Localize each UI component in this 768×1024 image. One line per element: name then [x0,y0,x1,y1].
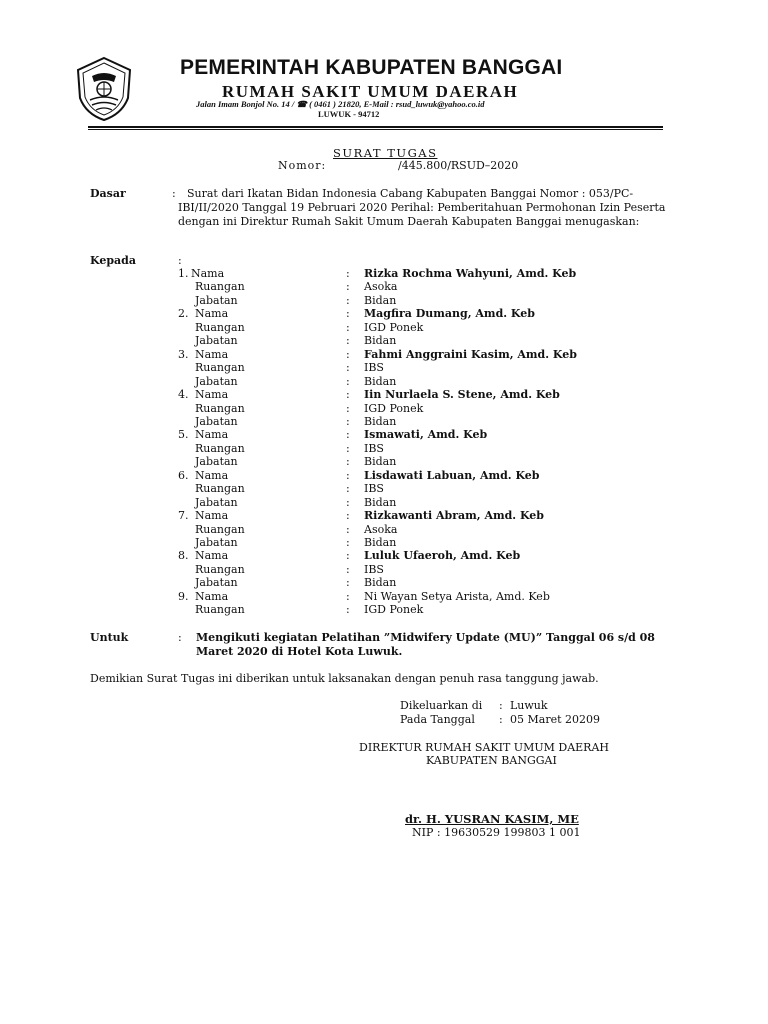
staff-5-jabatan-row [178,455,678,469]
jabatan-label: Jabatan [195,576,238,590]
field-separator: : [346,509,350,523]
jabatan-value: Bidan [364,334,397,348]
staff-7-jabatan-row [178,536,678,550]
issued-date: 05 Maret 20209 [510,713,600,726]
nama-label: Nama [195,388,229,402]
hospital-city: LUWUK - 94712 [318,109,380,119]
staff-6-jabatan-row [178,496,678,510]
staff-9-nama-row [178,590,678,604]
field-separator: : [346,361,350,375]
staff-number: 7. [178,509,189,523]
staff-4-ruangan-row [178,402,678,416]
jabatan-value: Bidan [364,455,397,469]
government-title: PEMERINTAH KABUPATEN BANGGAI [180,56,563,79]
field-separator: : [346,455,350,469]
nomor-label: Nomor: [278,159,327,172]
field-separator: : [346,267,350,280]
field-separator: : [346,428,350,442]
field-separator: : [346,468,350,482]
jabatan-value: Bidan [364,576,397,590]
jabatan-value: Bidan [364,414,397,428]
nama-label: Nama [195,307,229,321]
staff-2-ruangan-row [178,321,678,335]
jabatan-label: Jabatan [195,536,238,549]
ruangan-value: Asoka [364,522,398,536]
document-title: SURAT TUGAS [333,146,438,160]
field-separator: : [346,388,350,402]
jabatan-label: Jabatan [195,293,238,307]
jabatan-value: Bidan [364,374,397,388]
jabatan-value: Bidan [364,293,397,307]
field-separator: : [346,347,350,361]
issued-place: Luwuk [510,699,548,712]
field-separator: : [346,401,350,415]
ruangan-value: IGD Ponek [364,320,424,334]
untuk-label: Untuk [90,631,129,644]
field-separator: : [346,414,350,428]
dasar-label: Dasar [90,187,126,200]
ruangan-label: Ruangan [195,441,245,455]
kepada-colon: : [178,254,182,267]
issued-date-label: Pada Tanggal [400,713,475,726]
staff-4-jabatan-row [178,415,678,429]
staff-number: 4. [178,388,189,402]
field-separator: : [346,589,350,603]
field-separator: : [346,536,350,549]
field-separator: : [346,522,350,536]
staff-3-jabatan-row [178,375,678,389]
field-separator: : [346,307,350,321]
nama-value: Iin Nurlaela S. Stene, Amd. Keb [364,388,560,402]
staff-2-jabatan-row [178,334,678,348]
dasar-text: Surat dari Ikatan Bidan Indonesia Cabang Kabupaten Banggai Nomor : 053/PC-IBI/II/2020 Tanggal 19 Pebruari 2020 Perihal: Pemberitahuan Permohonan Izin Peserta dengan ini Direktur Rumah Sakit Umum Daerah Kabupaten Banggai menugaskan: [178,187,666,228]
jabatan-label: Jabatan [195,334,238,348]
staff-4-nama-row [178,388,678,402]
nama-value: Luluk Ufaeroh, Amd. Keb [364,549,521,563]
nama-value: Rizkawanti Abram, Amd. Keb [364,509,544,523]
staff-6-ruangan-row [178,482,678,496]
nama-value: Fahmi Anggraini Kasim, Amd. Keb [364,347,577,361]
nomor-value: /445.800/RSUD–2020 [398,159,519,172]
staff-number: 6. [178,468,189,482]
ruangan-value: IBS [364,441,384,455]
jabatan-label: Jabatan [195,374,238,388]
ruangan-value: IBS [364,562,384,576]
issued-place-sep: : [499,699,503,712]
nama-value: Ni Wayan Setya Arista, Amd. Keb [364,589,550,603]
nama-label: Nama [195,549,229,563]
staff-6-nama-row [178,469,678,483]
staff-7-nama-row [178,509,678,523]
field-separator: : [346,576,350,590]
ruangan-value: Asoka [364,280,398,294]
staff-5-ruangan-row [178,442,678,456]
field-separator: : [346,562,350,576]
nama-label: Nama [195,428,229,442]
staff-1-ruangan-row [178,280,678,294]
nama-value: Ismawati, Amd. Keb [364,428,488,442]
field-separator: : [346,482,350,496]
issued-date-sep: : [499,713,503,726]
staff-number: 3. [178,347,189,361]
ruangan-label: Ruangan [195,603,245,617]
kepada-label: Kepada [90,254,136,267]
staff-7-ruangan-row [178,523,678,537]
staff-8-ruangan-row [178,563,678,577]
jabatan-value: Bidan [364,536,397,549]
staff-8-jabatan-row [178,576,678,590]
signatory-title-line1: DIREKTUR RUMAH SAKIT UMUM DAERAH [359,741,609,754]
field-separator: : [346,603,350,617]
issued-place-label: Dikeluarkan di [400,699,483,712]
jabatan-value: Bidan [364,495,397,509]
jabatan-label: Jabatan [195,495,238,509]
untuk-colon: : [178,631,182,644]
field-separator: : [346,334,350,348]
closing-statement: Demikian Surat Tugas ini diberikan untuk laksanakan dengan penuh rasa tanggung jawab. [90,672,599,685]
staff-3-nama-row [178,348,678,362]
ruangan-label: Ruangan [195,562,245,576]
staff-number: 8. [178,549,189,563]
ruangan-label: Ruangan [195,280,245,294]
staff-number: 1. [178,267,189,280]
jabatan-label: Jabatan [195,414,238,428]
nama-label: Nama [191,267,225,280]
nama-value: Magfira Dumang, Amd. Keb [364,307,535,321]
staff-number: 9. [178,589,189,603]
ruangan-label: Ruangan [195,320,245,334]
field-separator: : [346,549,350,563]
nama-value: Rizka Rochma Wahyuni, Amd. Keb [364,267,577,280]
nama-label: Nama [195,509,229,523]
staff-1-nama-row [178,267,678,281]
staff-5-nama-row [178,428,678,442]
field-separator: : [346,441,350,455]
nama-label: Nama [195,468,229,482]
nama-label: Nama [195,347,229,361]
field-separator: : [346,374,350,388]
staff-2-nama-row [178,307,678,321]
ruangan-label: Ruangan [195,361,245,375]
ruangan-label: Ruangan [195,401,245,415]
field-separator: : [346,293,350,307]
staff-number: 5. [178,428,189,442]
field-separator: : [346,320,350,334]
ruangan-value: IGD Ponek [364,401,424,415]
hospital-address: Jalan Imam Bonjol No. 14 / ☎ ( 0461 ) 21820, E-Mail : rsud_luwuk@yahoo.co.id [196,99,485,109]
ruangan-value: IBS [364,361,384,375]
signatory-title-line2: KABUPATEN BANGGAI [426,754,557,767]
staff-1-jabatan-row [178,294,678,308]
hospital-title: RUMAH SAKIT UMUM DAERAH [222,82,519,101]
untuk-text: Mengikuti kegiatan Pelatihan ”Midwifery Update (MU)” Tanggal 06 s/d 08 Maret 2020 di Hotel Kota Luwuk. [196,631,655,658]
field-separator: : [346,280,350,294]
ruangan-label: Ruangan [195,482,245,496]
ruangan-label: Ruangan [195,522,245,536]
dasar-colon: : [172,187,176,200]
staff-8-nama-row [178,549,678,563]
signatory-nip: NIP : 19630529 199803 1 001 [412,826,581,839]
ruangan-value: IGD Ponek [364,603,424,617]
jabatan-label: Jabatan [195,455,238,469]
staff-9-ruangan-row [178,603,678,617]
nama-label: Nama [195,589,229,603]
staff-3-ruangan-row [178,361,678,375]
nama-value: Lisdawati Labuan, Amd. Keb [364,468,540,482]
ruangan-value: IBS [364,482,384,496]
signatory-name: dr. H. YUSRAN KASIM, ME [405,812,579,826]
staff-number: 2. [178,307,189,321]
field-separator: : [346,495,350,509]
